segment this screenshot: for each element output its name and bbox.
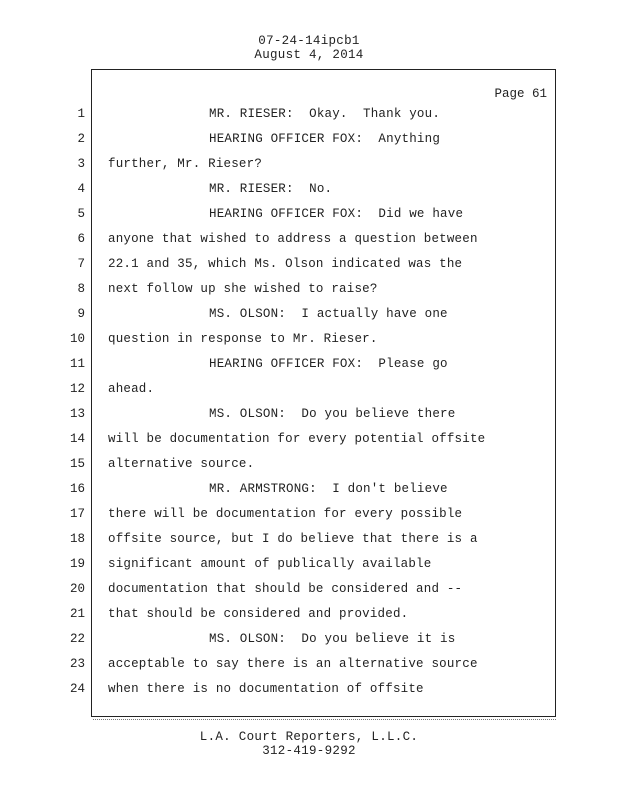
- line-number: 1: [77, 107, 85, 121]
- transcript-line: MR. ARMSTRONG: I don't believe: [209, 482, 448, 496]
- line-number: 4: [77, 182, 85, 196]
- transcript-line: when there is no documentation of offsite: [108, 682, 424, 696]
- transcript-line: documentation that should be considered and --: [108, 582, 463, 596]
- document-id: 07-24-14ipcb1: [258, 34, 360, 48]
- transcript-line: will be documentation for every potential offsite: [108, 432, 486, 446]
- line-number: 17: [69, 507, 85, 521]
- transcript-line: MS. OLSON: Do you believe it is: [209, 632, 456, 646]
- transcript-line: HEARING OFFICER FOX: Please go: [209, 357, 448, 371]
- line-number: 10: [69, 332, 85, 346]
- line-number: 6: [77, 232, 85, 246]
- line-number: 18: [69, 532, 85, 546]
- transcript-line: further, Mr. Rieser?: [108, 157, 263, 171]
- line-number: 9: [77, 307, 85, 321]
- line-number: 24: [69, 682, 85, 696]
- line-number: 5: [77, 207, 85, 221]
- transcript-line: HEARING OFFICER FOX: Anything: [209, 132, 441, 146]
- transcript-line: offsite source, but I do believe that there is a: [108, 532, 478, 546]
- transcript-footer: [0, 730, 618, 758]
- transcript-line: 22.1 and 35, which Ms. Olson indicated was the: [108, 257, 463, 271]
- transcript-line: next follow up she wished to raise?: [108, 282, 378, 296]
- transcript-line: HEARING OFFICER FOX: Did we have: [209, 207, 464, 221]
- line-number: 2: [77, 132, 85, 146]
- frame-bottom-edge: [93, 716, 556, 720]
- transcript-line: anyone that wished to address a question between: [108, 232, 478, 246]
- line-number: 14: [69, 432, 85, 446]
- reporter-company: L.A. Court Reporters, L.L.C.: [199, 730, 419, 744]
- line-number-column: [55, 105, 85, 705]
- line-number: 16: [69, 482, 85, 496]
- line-number: 11: [69, 357, 85, 371]
- line-number: 3: [77, 157, 85, 171]
- line-number: 19: [69, 557, 85, 571]
- line-number: 15: [69, 457, 85, 471]
- line-number: 21: [69, 607, 85, 621]
- line-number: 8: [77, 282, 85, 296]
- hearing-date: August 4, 2014: [254, 48, 364, 62]
- transcript-header: [0, 34, 618, 62]
- transcript-line: alternative source.: [108, 457, 255, 471]
- line-number: 20: [69, 582, 85, 596]
- line-number: 13: [69, 407, 85, 421]
- line-number: 22: [69, 632, 85, 646]
- line-number: 7: [77, 257, 85, 271]
- line-number: 23: [69, 657, 85, 671]
- page-number: Page 61: [494, 87, 547, 101]
- transcript-line: MS. OLSON: I actually have one: [209, 307, 448, 321]
- transcript-line: significant amount of publically available: [108, 557, 432, 571]
- transcript-line: MR. RIESER: Okay. Thank you.: [209, 107, 441, 121]
- line-number: 12: [69, 382, 85, 396]
- reporter-phone: 312-419-9292: [262, 744, 356, 758]
- transcript-line: ahead.: [108, 382, 155, 396]
- transcript-line: question in response to Mr. Rieser.: [108, 332, 378, 346]
- transcript-body: [108, 105, 548, 705]
- transcript-line: MS. OLSON: Do you believe there: [209, 407, 456, 421]
- transcript-line: acceptable to say there is an alternative source: [108, 657, 478, 671]
- transcript-line: that should be considered and provided.: [108, 607, 409, 621]
- transcript-line: MR. RIESER: No.: [209, 182, 333, 196]
- transcript-line: there will be documentation for every possible: [108, 507, 463, 521]
